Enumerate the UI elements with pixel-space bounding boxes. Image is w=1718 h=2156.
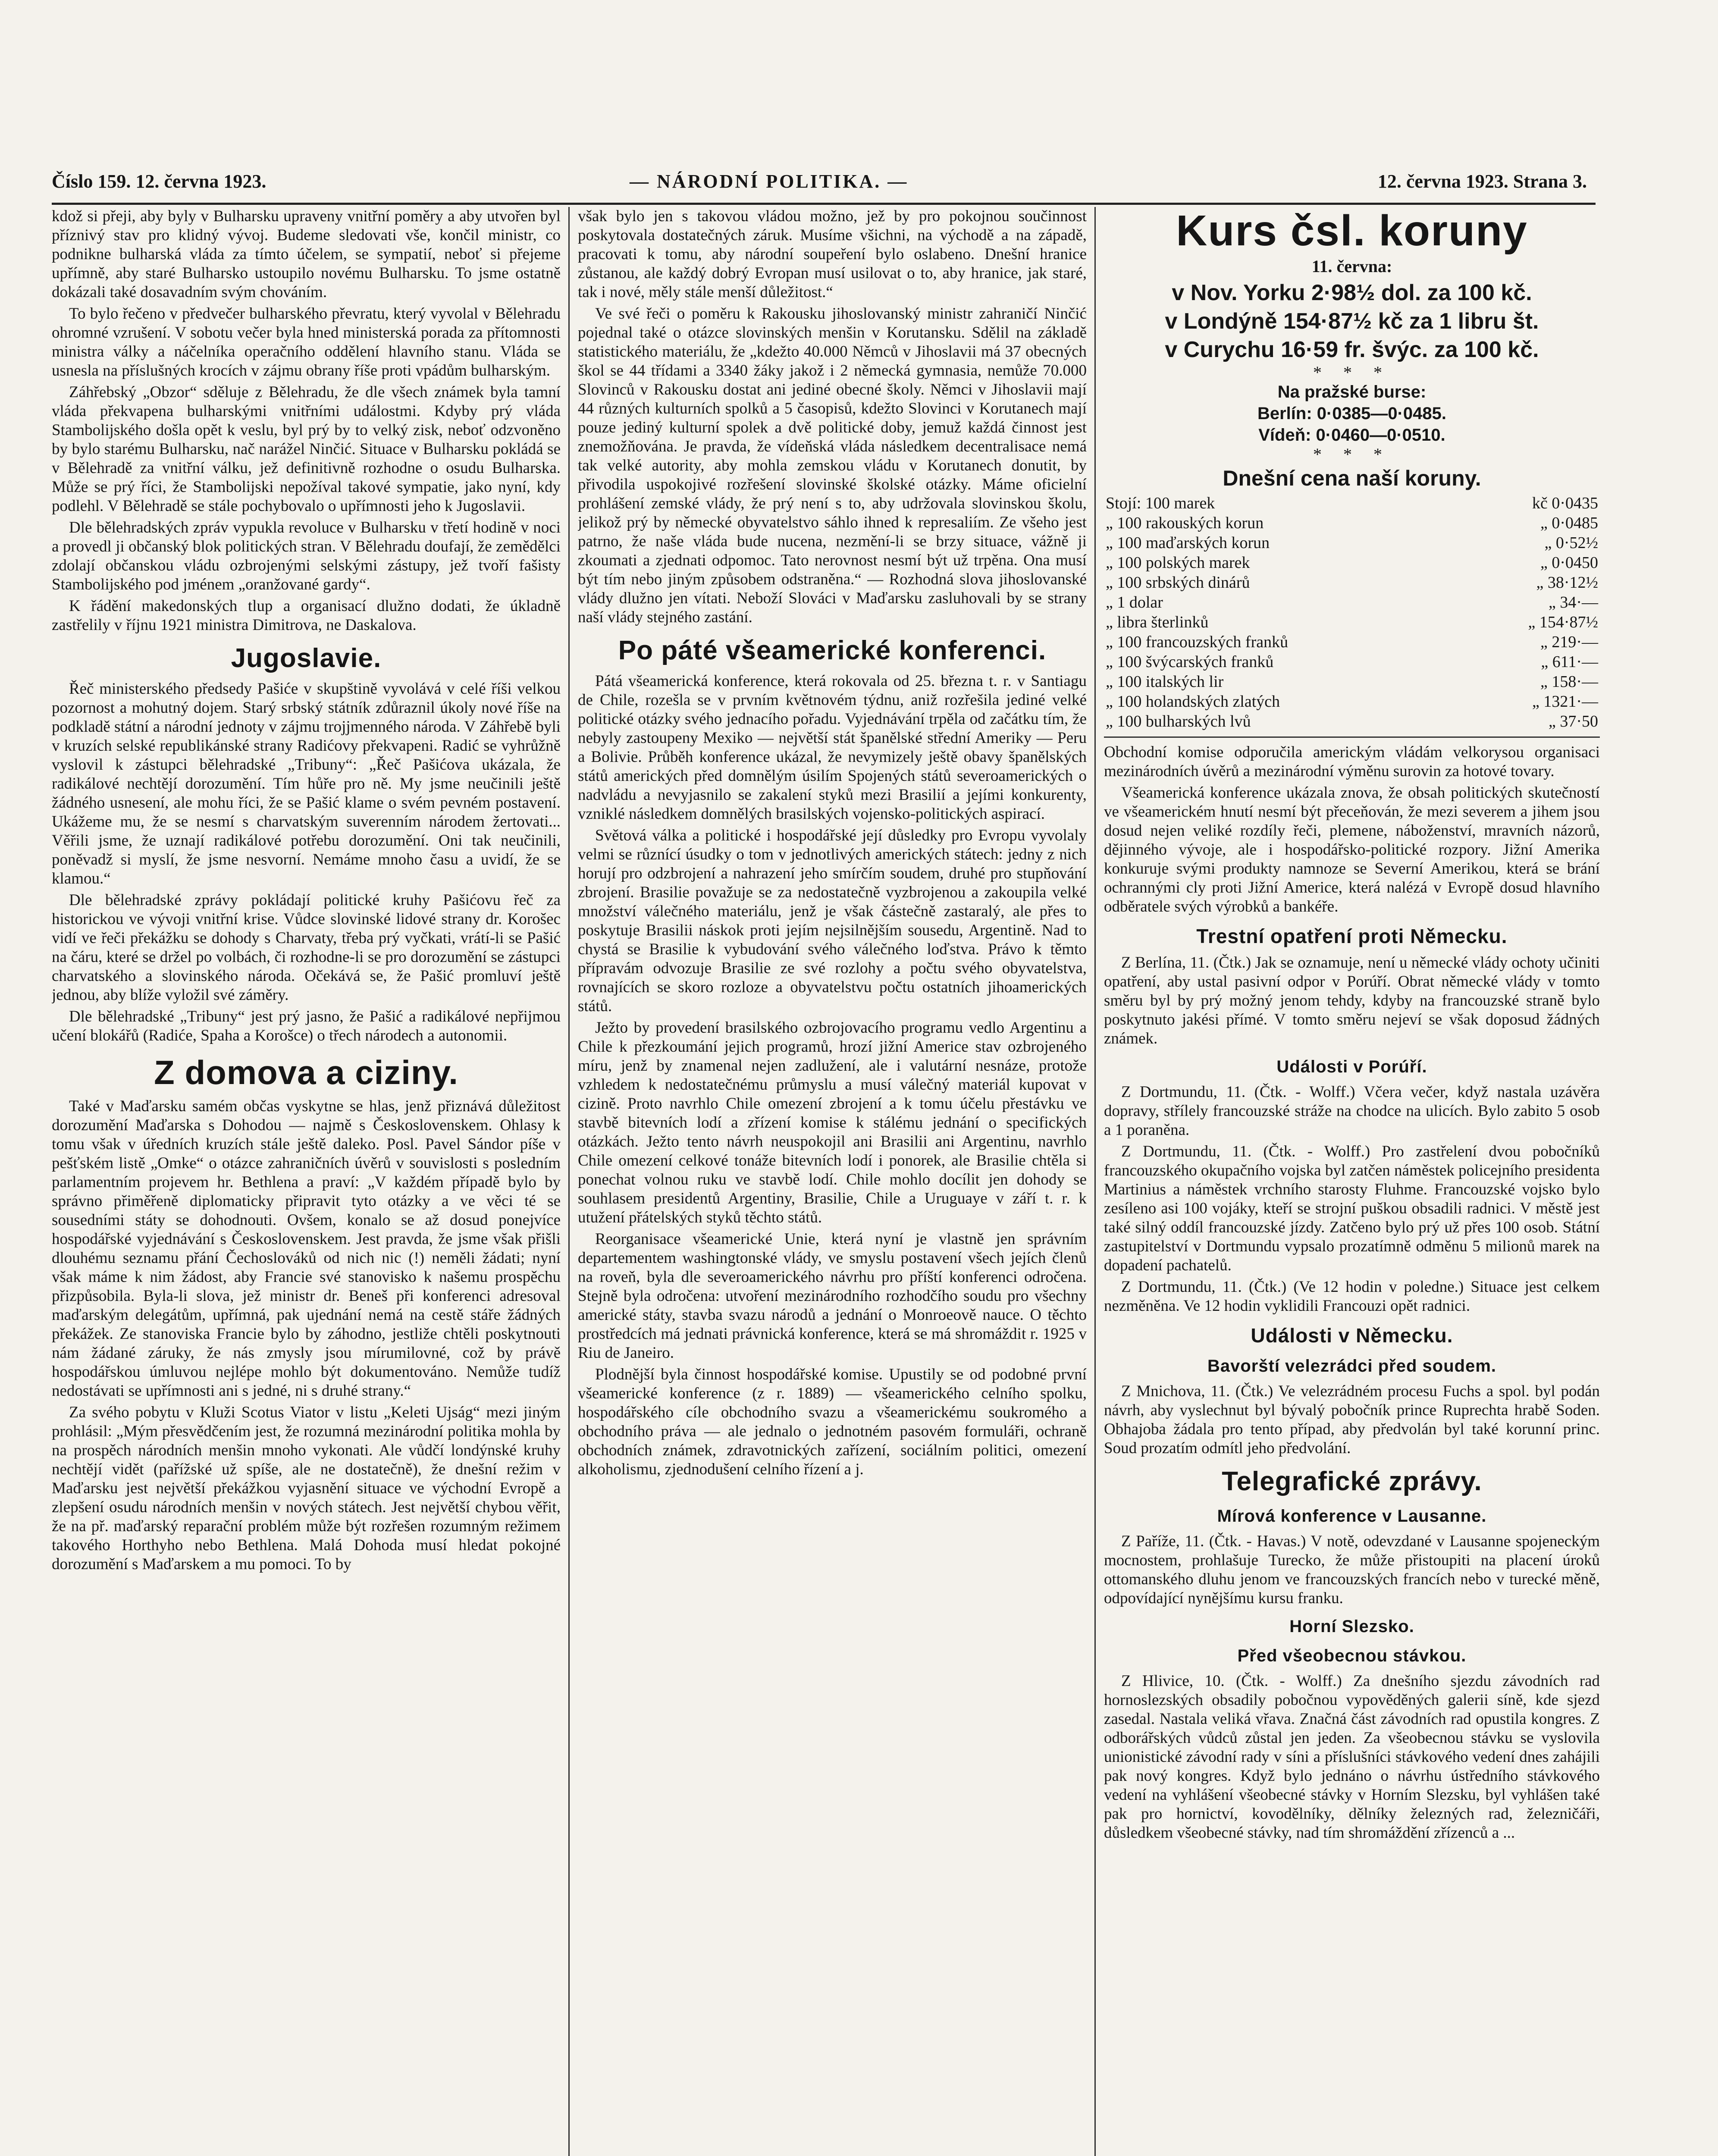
rate-value: „ 38·12½ xyxy=(1536,573,1598,592)
column-divider-2 xyxy=(1094,207,1096,2156)
rate-label: Stojí: 100 marek xyxy=(1106,494,1215,512)
rate-value: „ 154·87½ xyxy=(1528,613,1598,631)
subheading-stavka: Před všeobecnou stávkou. xyxy=(1237,1646,1467,1665)
header-rule xyxy=(52,203,1596,205)
rate-value: „ 219·— xyxy=(1540,633,1598,651)
subheading-lausanne: Mírová konference v Lausanne. xyxy=(1217,1507,1487,1526)
rate-value: „ 158·— xyxy=(1540,673,1598,691)
article-paragraph: Plodnější byla činnost hospodářské komise. Upustily se od podobné první všeamerické konference (z r. 1889) — všeamerického celního spolku, hospodářského cíle obchodního svazu a všeamerickému soukromého a obchodního práva — ale jednalo o jednotném pasovém formuláři, ochraně obchodních známek, zdravotnických zařízení, sociálním politici, omezení alkoholismu, zjednodušení celního řízení a j. xyxy=(578,1366,1087,1478)
column-divider-1 xyxy=(568,207,570,2156)
section-heading-domova: Z domova a ciziny. xyxy=(154,1053,458,1091)
rate-row xyxy=(1104,493,1600,513)
rate-london: v Londýně 154·87½ kč za 1 libru št. xyxy=(1165,309,1539,334)
section-heading-nemecko: Události v Německu. xyxy=(1251,1324,1453,1347)
article-paragraph: Dle bělehradských zpráv vypukla revoluce v Bulharsku v třetí hodině v noci a provedl ji občanský blok politických stran. V Bělehradu doufají, že zemědělci zdolají občanskou vládu ozbrojenými selskými zástupy, jež tvoří fašisty Stambolijského pod jménem „oranžované gardy“. xyxy=(52,519,561,593)
crown-value-title: Dnešní cena naší koruny. xyxy=(1223,466,1481,490)
rate-label: „ 100 holandských zlatých xyxy=(1106,693,1280,711)
rate-row xyxy=(1104,592,1600,612)
rate-label: „ 100 bulharských lvů xyxy=(1106,712,1251,730)
article-paragraph: Ježto by provedení brasilského ozbrojovacího programu vedlo Argentinu a Chile k přezkoumání jejich programů, hrozí jižní Americe stav ozbrojeného míru, jenž by znamenal nejen zadlužení, ale i valutární nesnáze, protože vzhledem k nedostatečnému průmyslu a musí válečný materiál kupovat v cizině. Proto navrhlo Chile omezení zbrojení a k tomu účelu přestávku ve stavbě bitevních lodí a zřízení komise k stálému jednání o specifických otázkách. Ježto tento návrh neuspokojil ani Brasilii ani Argentinu, navrhlo Chile omezení celkové tonáže bitevních lodí i ponorek, ale Brasilie chtěla si ponechat volnou ruku ve stavbě lodí. Chile mohlo docílit jen dohody se souhlasem presidentů Argentiny, Brasilie, Chile a Uruguaye v září t. r. k utužení přátelských styků těchto států. xyxy=(578,1019,1087,1226)
newspaper-title: — NÁRODNÍ POLITIKA. — xyxy=(630,171,909,192)
article-paragraph: Záhřebský „Obzor“ sděluje z Bělehradu, že dle všech známek byla tamní vláda překvapena bulharskými vnitřními událostmi. Kdyby prý vláda Stambolijského došla opět k veslu, byl prý by to velký zisk, neboť odzvoněno by bylo starému Bulharsku, nač narážel Ninčić. Situace v Bulharsku pokládá se v Bělehradě za vnitřní válku, jež definitivně rozhodne o osudu Bulharska. Může se prý říci, že Stambolijski nepožíval takové sympatie, jako nyní, kdy podlehl. V Bělehradě se stále pochybovalo o upřímnosti jeho k Jugoslavii. xyxy=(52,383,561,515)
article-paragraph: Všeamerická konference ukázala znova, že obsah politických skutečností ve všeamerickém hnutí nesmí být přeceňován, že mezi severem a jihem jsou dosud nejen veliké rozdíly řeči, plemene, náboženství, mravních názorů, dějinného vývoje, ale i hospodářsko-politické rozpory. Jižní Amerika konkuruje svými produkty namnoze se Severní Amerikou, která se brání ochrannými cly proti Jižní Americe, která nalézá v Evropě dosud hlavního odběratele svých výrobků a bankéře. xyxy=(1104,784,1600,915)
rate-value: „ 611·— xyxy=(1541,653,1598,671)
rate-row xyxy=(1104,652,1600,672)
article-paragraph: Řeč ministerského předsedy Pašiće v skupštině vyvolává v celé říši velkou pozornost a mohutný dojem. Starý srbský státník zdůraznil úkoly nové říše na podkladě státní a národní jednoty v zájmu trojjmenného národa. V Záhřebě byli v kruzích selské republikánské strany Radićovy překvapeni. Radić se vyhrůžně vyslovil k zástupci bělehradské „Tribuny“: „Řeč Pašićova ukázala, že radikálové nechtějí dorozumění. Tím hůře pro ně. My jsme neučinili ještě žádného usnesení, ale mohu říci, že se Pašić klame o svém pevném postavení. Ukážeme mu, že se nesmí s charvatským suverenním národem žertovati... Věřili jsme, že uznají radikálové potřebu dorozumění. Oni tak neučinili, poněvadž si myslí, že jsme nesvorní. Nemáme mnoho času a uvidí, že se klamou.“ xyxy=(52,680,561,887)
exchange-rate-date: 11. června: xyxy=(1311,257,1392,276)
rate-label: „ 1 dolar xyxy=(1106,593,1163,611)
rate-new-york: v Nov. Yorku 2·98½ dol. za 100 kč. xyxy=(1172,280,1532,305)
column-2 xyxy=(578,207,1087,2156)
article-paragraph: Z Hlivice, 10. (Čtk. - Wolff.) Za dnešního sjezdu závodních rad hornoslezských obsadily pobočnou vypověděných galerii síně, kde sjezd zasedal. Nastala veliká vřava. Značná část závodních rad opustila kongres. Z odborářských vůdců zůstal jen jeden. Za všeobecnou stávku se vyslovila unionistické závodní rady v síni a příslušníci stávkového vedení dnes zahájili pak nový kongres. Když bylo jednáno o návrhu ústředního stávkového vedení na vyhlášení všeobecné stávky v Horním Slezsku, byl vyhlášen také pak pro hornictví, kovodělníky, dělníky železných rad, železničáři, důsledkem všeobecné stávky, nad tím shromáždění zřízenců a ... xyxy=(1104,1672,1600,1842)
rate-row xyxy=(1104,632,1600,652)
rate-value: „ 37·50 xyxy=(1548,712,1598,730)
article-paragraph: Z Paříže, 11. (Čtk. - Havas.) V notě, odevzdané v Lausanne spojeneckým mocnostem, prohlašuje Turecko, že může přistoupiti na placení úroků ottomanského dluhu jenom ve francouzských francích nebo v turecké měně, odpovídající nynějšímu kursu franku. xyxy=(1104,1532,1600,1607)
rate-label: „ 100 polských marek xyxy=(1106,554,1250,572)
rate-row xyxy=(1104,711,1600,731)
article-paragraph: Světová válka a politické i hospodářské její důsledky pro Evropu vyvolaly velmi se různící úsudky o tom v jednotlivých amerických státech: jedny z nich horují pro odzbrojení a nahrazení jeho smírčím soudem, druhé pro stupňování zbrojení. Brasilie považuje se za nedostatečně vyzbrojenou a zakoupila velké množství válečného materiálu, jenž je však částečně zastaralý, ale přes to poskytuje Brasilii náskok proti jejím nejsilnějším sousedu, Argentině. Nad to chystá se Brasilie k vybudování svého válečného loďstva. Právo k těmto přípravám odvozuje Brasilie ze své rozlohy a počtu svého obyvatelstva, rovnajících se skoro rozloze a obyvatelstvu počtu ostatních jihoamerických států. xyxy=(578,827,1087,1015)
rate-row xyxy=(1104,513,1600,533)
article-paragraph: To bylo řečeno v předvečer bulharského převratu, který vyvolal v Bělehradu ohromné vzrušení. V sobotu večer byla hned ministerská porada za přítomnosti ministra války a náčelníka operačního oddělení hlavního stanu. Vláda se usnesla na příslušných krocích v zájmu obrany říše proti vpádům bulharským. xyxy=(52,305,561,379)
article-paragraph: Z Dortmundu, 11. (Čtk.) (Ve 12 hodin v poledne.) Situace jest celkem nezměněna. Ve 12 hodin vyklidili Francouzi opět radnici. xyxy=(1104,1278,1600,1315)
article-paragraph: Pátá všeamerická konference, která rokovala od 25. března t. r. v Santiagu de Chile, rozešla se v prvním květnovém týdnu, aniž rozřešila jediné velké politické otázky svého jednacího pořadu. Vyjednávání trpěla od začátku tím, že nebyly zastoupeny Mexiko — největší stát španělské střední Ameriky — Peru a Bolivie. Průběh konference ukázal, že nevymizely ještě obavy španělských států amerických před domnělým úsilím Spojených států severoamerických o nadvládu a nevyjasnilo se zakalení styků mezi Brasilií a jejími konkurenty, vzniklé následkem domnělých brasilských vojensko-politických aspirací. xyxy=(578,672,1087,823)
article-paragraph: Ve své řeči o poměru k Rakousku jihoslovanský ministr zahraničí Ninčić pojednal také o otázce slovinských menšin v Korutansku. Sdělil na základě statistického materiálu, že „kdežto 40.000 Němců v Jihoslavii má 37 obecných škol se 44 třídami a 3340 žáky jakož i 2 německá gymnasia, nemůže 70.000 Slovinců v Rakousku dostat ani jediné obecné školy. Němci v Jihoslavii mají 44 různých kulturních spolků a 5 časopisů, kdežto Slovinci v Korutanech mají pouze jediný kulturní spolek a dvě politické doby, jemuž každá činnost jest znemožňována. Je pravda, že vídeňská vláda následkem decentralisace nemá tak velké autority, aby mohla zemskou vládu v Korutanech donutit, by přivodila uspokojivé rozřešení slovinské školské otázky. Máme oficielní prohlášení zemské vlády, že prý není s to, aby udržovala slovinskou školu, jelikož prý by německé obyvatelstvo sáhlo ihned k represaliím. Ze všeho jest patrno, že naše vláda bude nucena, nezmění-li se brzy situace, vážně ji zkoumati a zjednati odpomoc. Tato nerovnost nesmí být už trpěna. Ona musí být tím nebo jiným způsobem odstraněna.“ — Rozhodná slova jihoslovanské vlády dlužno jen vítati. Neboží Slováci v Maďarsku zasluhovali by se strany naší vlády stejného zastání. xyxy=(578,305,1087,626)
rate-label: „ 100 maďarských korun xyxy=(1106,534,1270,552)
rate-value: „ 1321·— xyxy=(1532,693,1598,711)
rate-row xyxy=(1104,612,1600,632)
rate-zurich: v Curychu 16·59 fr. švýc. za 100 kč. xyxy=(1165,337,1539,362)
rate-vienna: Vídeň: 0·0460—0·0510. xyxy=(1258,426,1445,445)
column-1 xyxy=(52,207,561,2156)
rate-value: „ 34·— xyxy=(1548,593,1598,611)
rate-value: „ 0·0450 xyxy=(1540,554,1598,572)
rate-row xyxy=(1104,533,1600,553)
column-3 xyxy=(1104,207,1600,2156)
article-paragraph: Z Mnichova, 11. (Čtk.) Ve velezrádném procesu Fuchs a spol. byl podán návrh, aby vyslechnut byl bývalý pobočník prince Ruprechta hrabě Soden. Obhajoba žádala pro tento případ, aby předvolán byl také korunní princ. Soud prozatím odmítl jeho předvolání. xyxy=(1104,1382,1600,1457)
rate-label: „ 100 francouzských franků xyxy=(1106,633,1288,651)
rate-row xyxy=(1104,553,1600,573)
rate-value: kč 0·0435 xyxy=(1532,494,1598,512)
section-heading-telegraficke: Telegrafické zprávy. xyxy=(1222,1467,1482,1496)
rate-label: „ 100 srbských dinárů xyxy=(1106,573,1250,592)
section-heading-konference: Po páté všeamerické konferenci. xyxy=(618,636,1047,665)
rate-label: „ 100 italských lir xyxy=(1106,673,1224,691)
rate-value: „ 0·52½ xyxy=(1544,534,1598,552)
article-paragraph: Dle bělehradské „Tribuny“ jest prý jasno, že Pašić a radikálové nepřijmou učení blokářů (Radiće, Spaha a Korošce) o třech národech a autonomii. xyxy=(52,1008,561,1044)
rate-label: „ libra šterlinků xyxy=(1106,613,1209,631)
article-paragraph: Z Dortmundu, 11. (Čtk. - Wolff.) Včera večer, když nastala uzávěra dopravy, střílely francouzské stráže na chodce na ulicích. Bylo zabito 5 osob a 1 poraněna. xyxy=(1104,1083,1600,1139)
separator-stars: * * * xyxy=(1313,363,1391,382)
article-paragraph: Z Dortmundu, 11. (Čtk. - Wolff.) Pro zastřelení dvou pobočníků francouzského okupačního vojska byl zatčen náměstek policejního presidenta Martinius a náměstek vrchního starosty Fluhme. Francouzské vojsko bylo zesíleno asi 100 vojáky, kteří se strojní puškou obsadili radnici. V městě jest také silný oddíl francouzské jízdy. Zatčeno bylo prý už přes 100 osob. Státní zastupitelství v Dortmundu vypsalo prozatímně odměnu 5 milionů marek na dopadení pachatelů. xyxy=(1104,1143,1600,1274)
section-heading-porur: Události v Porúří. xyxy=(1276,1057,1427,1076)
rate-row xyxy=(1104,692,1600,711)
article-paragraph: Za svého pobytu v Kluži Scotus Viator v listu „Keleti Ujság“ mezi jiným prohlásil: „Mým přesvědčením jest, že rozumná mezinárodní politika mohla by na prospěch národních menšin mnoho vykonati. Ale vůdčí londýnské kruhy nechtějí vidět (pařížské už spíše, ale ne dostatečně), že dnešní režim v Maďarsku jest největší překážkou vyjasnění situace ve východní Evropě a zlepšení osudu národních menšin v nových státech. Jest největší chybou věřit, že na př. maďarský reparační problém může být rozřešen rozumným režimem takového Horthyho nebo Bethlena. Malá Dohoda musí hledat pokojné dorozumění s Maďarskem a mu pomoci. To by xyxy=(52,1404,561,1573)
exchange-rate-title: Kurs čsl. koruny xyxy=(1176,207,1528,255)
subheading-slezsko: Horní Slezsko. xyxy=(1289,1617,1414,1636)
rate-value: „ 0·0485 xyxy=(1540,514,1598,532)
article-paragraph: Reorganisace všeamerické Unie, která nyní je vlastně jen správním departementem washingtonské vlády, ve smyslu postavení všech jejích členů na roveň, byla dle severoamerického návrhu pro příští konferenci odročena. Stejně byla odročena: utvoření mezinárodního rozhodčího soudu pro všechny americké státy, stavba svazu národů a jednání o Monroeově nauce. O těchto prostředcích má jednati právnická konference, která se má shromáždit r. 1925 v Riu de Janeiro. xyxy=(578,1230,1087,1362)
rate-berlin: Berlín: 0·0385—0·0485. xyxy=(1257,404,1446,423)
subheading-bavorsti: Bavorští velezrádci před soudem. xyxy=(1207,1357,1496,1376)
rate-label: „ 100 rakouských korun xyxy=(1106,514,1264,532)
section-divider xyxy=(1104,736,1600,738)
rate-row xyxy=(1104,672,1600,692)
page-header xyxy=(52,170,1587,201)
prague-bourse-title: Na pražské burse: xyxy=(1277,382,1426,401)
article-paragraph: Také v Maďarsku samém občas vyskytne se hlas, jenž přiznává důležitost dorozumění Maďarska s Dohodou — najmě s Československem. Ohlasy k tomu však v úředních kruzích stále ještě daleko. Posl. Pavel Sándor píše v pešťském listě „Omke“ o otázce zahraničních úvěrů v souvislosti s posledním parlamentním projevem hr. Bethlena a praví: „V každém případě bylo by správno přiměřeně diplomaticky připravit tyto otázky a ve věci té se sousedními státy se dohodnouti. Ovšem, konalo se až dosud ponejvíce hospodářské vyjednávání s Československem. Jest pravda, že jsme však přišli dlouhému seznamu přání Čechoslováků od nich nic (!) neměli žádati; nyní však máme k nim žádost, aby Francie své stanovisko k našemu prospěchu přizpůsobila. Byla-li slova, jež ministr dr. Beneš při konferenci adresoval maďarským delegátům, upřímná, pak ujednání nemá na cestě stáře žádných překážek. Ze stanoviska Francie bylo by záhodno, jestliže chtěli poskytnouti nám žádané záruky, že nás zmysly jsou mírumilovné, což by právě hospodářskou úmluvou nejlépe mohlo být dokumentováno. Nemůže tudíž nedostávati se upřímnosti ani s jedné, ni s druhé strany.“ xyxy=(52,1097,561,1400)
article-paragraph: Z Berlína, 11. (Čtk.) Jak se oznamuje, není u německé vlády ochoty učiniti opatření, aby ustal pasivní odpor v Porúří. Obrat německé vlády v tomto směru byl by prý možný jenom tehdy, kdyby na francouzské straně bylo poskytnuto jakési přímé. V tomto směru nejeví se však doposud žádných známek. xyxy=(1104,954,1600,1047)
rate-row xyxy=(1104,573,1600,592)
page-date-number: 12. června 1923. Strana 3. xyxy=(1377,171,1587,192)
rate-label: „ 100 švýcarských franků xyxy=(1106,653,1274,671)
section-heading-trestni: Trestní opatření proti Německu. xyxy=(1196,925,1508,947)
crown-value-table xyxy=(1104,493,1600,731)
separator-stars: * * * xyxy=(1313,445,1391,464)
article-paragraph: K řádění makedonských tlup a organisací dlužno dodati, že úkladně zastřelily v říjnu 1921 ministra Dimitrova, ne Daskalova. xyxy=(52,597,561,634)
article-paragraph: však bylo jen s takovou vládou možno, jež by pro pokojnou součinnost poskytovala dostatečných záruk. Musíme všichni, na východě a na západě, pracovati k tomu, aby národní soupeření bylo oslabeno. Dnešní hranice zůstanou, ale každý dobrý Evropan musí usilovat o to, aby hranice, jak staré, tak i nové, měly stále menší důležitost.“ xyxy=(578,207,1087,301)
article-paragraph: Dle bělehradské zprávy pokládají politické kruhy Pašićovu řeč za historickou ve vývoji vnitřní krise. Vůdce slovinské lidové strany dr. Korošec vidí ve řeči překážku se dohody s Charvaty, třeba prý vyčkati, vrátí-li se Pašić na čáru, které se držel po volbách, či rozhodne-li se pro dorozumění se zástupci charvatského a slovinského národa. Očekává se, že Pašić promluví ještě jednou, aby blíže vyložil své záměry. xyxy=(52,891,561,1004)
issue-number: Číslo 159. 12. června 1923. xyxy=(52,171,266,192)
section-heading-jugoslavie: Jugoslavie. xyxy=(231,643,382,673)
article-paragraph: kdož si přeji, aby byly v Bulharsku upraveny vnitřní poměry a aby utvořen byl příznivý stav pro klidný vývoj. Budeme sledovati vše, končil ministr, co podnikne bulharská vláda za tímto účelem, se sympatií, neboť si přejeme upřímně, aby staré Bulharsko ustoupilo novému Bulharsku. To jsme ostatně dokázali také dosavadním svým chováním. xyxy=(52,207,561,301)
article-paragraph: Obchodní komise odporučila americkým vládám velkorysou organisaci mezinárodních úvěrů a mezinárodní výměnu surovin za hotové tovary. xyxy=(1104,743,1600,780)
